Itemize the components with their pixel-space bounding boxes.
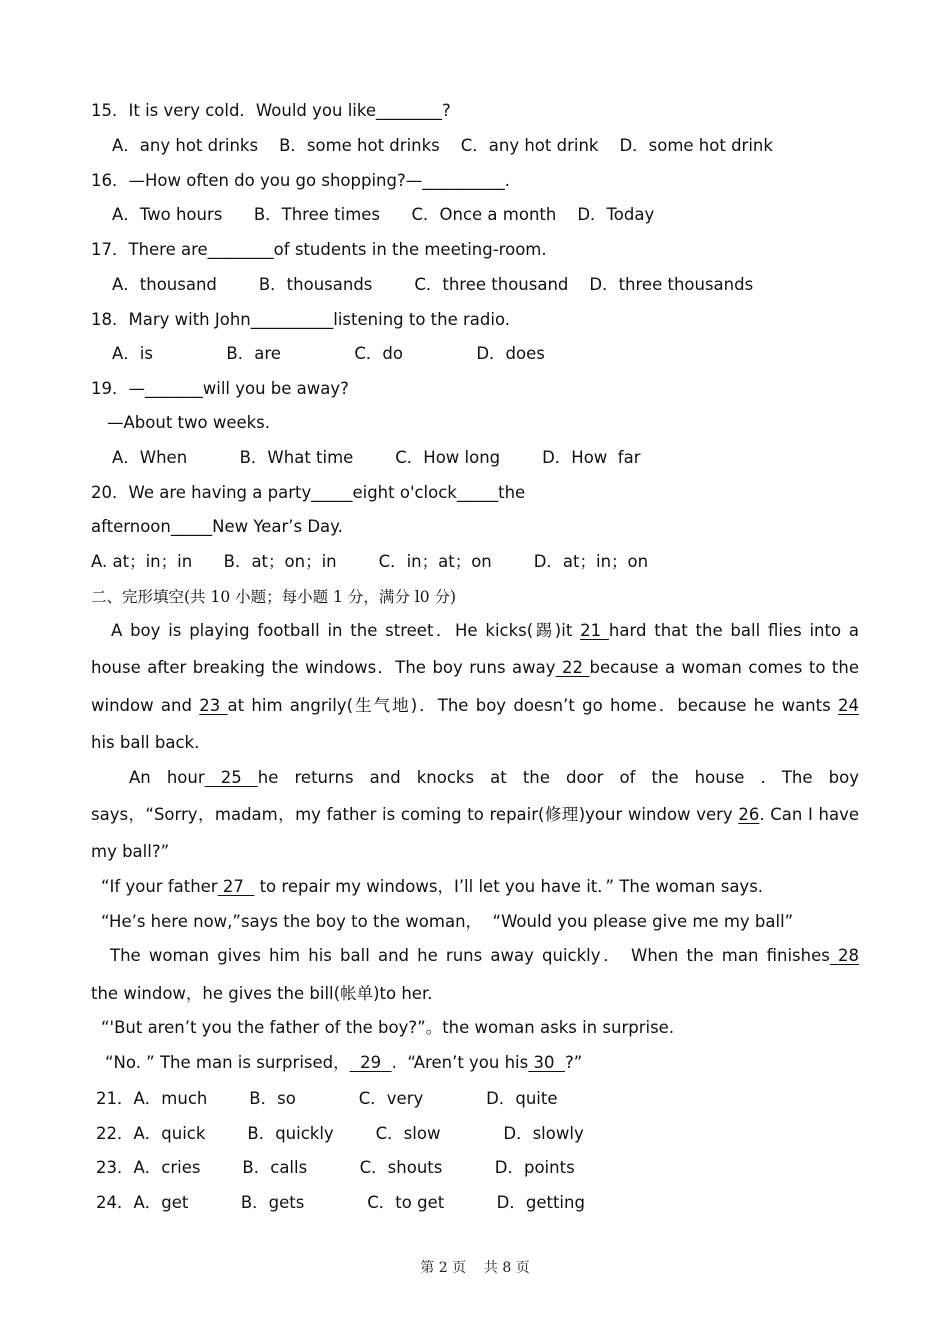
q17-stem: 17．There are________of students in the meeting-room. <box>91 240 547 259</box>
blank-25: 25 <box>204 768 258 787</box>
q20-stem-line1: 20．We are having a party_____eight o'clock_____the <box>91 483 526 502</box>
passage-here-line: “He’s here now,”says the boy to the woman， “Would you please give me my ball” <box>101 912 794 931</box>
q19-stem: 19．—_______will you be away? <box>91 379 349 398</box>
blank-27: 27 <box>217 877 255 896</box>
passage-p1-line1: A boy is playing football in the street．He kicks(踢)it 21 hard that the ball flies into a <box>111 621 859 640</box>
passage-but-line: “'But aren’t you the father of the boy?”。the woman asks in surprise. <box>101 1018 675 1037</box>
q21-options: 21．A．much B．so C．very D．quite <box>96 1089 558 1108</box>
passage-p1-line2: house after breaking the windows．The boy runs away 22 because a woman comes to the <box>91 658 859 677</box>
q20-stem-line2: afternoon_____New Year’s Day. <box>91 517 343 536</box>
q18-stem: 18．Mary with John__________listening to the radio. <box>91 310 511 329</box>
blank-28: 28 <box>829 946 859 965</box>
blank-29: 29 <box>349 1053 392 1072</box>
q23-options: 23．A．cries B．calls C．shouts D．points <box>96 1158 575 1177</box>
blank-23: 23 <box>199 696 228 715</box>
page-footer: 第 2 页 共 8 页 <box>420 1260 530 1276</box>
passage-gives-line: The woman gives him his ball and he runs away quickly． When the man finishes 28 <box>110 946 859 965</box>
q22-options: 22．A．quick B．quickly C．slow D．slowly <box>96 1124 584 1143</box>
passage-father-line: “If your father 27 to repair my windows，I’ll let you have it．” The woman says. <box>101 877 764 896</box>
q20-options: A. at；in；in B．at；on；in C．in；at；on D．at；in；on <box>91 552 649 571</box>
passage-window-line: the window，he gives the bill(帐单)to her. <box>91 984 433 1003</box>
q19-options: A．When B．What time C．How long D．How far <box>112 448 641 467</box>
blank-21: 21 <box>580 621 609 640</box>
section-heading: 二、完形填空(共 10 小题；每小题 1 分，满分 l0 分) <box>91 588 457 606</box>
passage-p1-line4: his ball back. <box>91 733 200 752</box>
q15-options: A．any hot drinks B．some hot drinks C．any hot drink D．some hot drink <box>112 136 773 155</box>
passage-p1-line3: window and 23 at him angrily(生气地)．The boy doesn’t go home．because he wants 24 <box>91 696 860 715</box>
q24-options: 24．A．get B．gets C．to get D．getting <box>96 1193 585 1212</box>
blank-30: 30 <box>528 1053 565 1072</box>
passage-p2-line1: An hour 25 he returns and knocks at the door of the house . The boy <box>129 768 859 787</box>
passage-p2-line2: says，“Sorry，madam，my father is coming to repair(修理)your window very 26. Can I have <box>91 805 859 824</box>
q16-options: A．Two hours B．Three times C．Once a month D．Today <box>112 205 655 224</box>
q16-stem: 16．—How often do you go shopping?—__________. <box>91 171 510 190</box>
blank-26: 26 <box>738 805 760 824</box>
passage-p2-line3: my ball?” <box>91 842 170 861</box>
blank-24: 24 <box>838 696 860 715</box>
q19-reply: —About two weeks. <box>107 413 271 432</box>
q15-stem: 15．It is very cold．Would you like________? <box>91 101 451 120</box>
blank-22: 22 <box>555 658 590 677</box>
passage-no-line: “No. ” The man is surprised， 29 . “Aren’t you his 30 ?” <box>105 1053 583 1072</box>
q17-options: A．thousand B．thousands C．three thousand D．three thousands <box>112 275 754 294</box>
q18-options: A．is B．are C．do D．does <box>112 344 545 363</box>
